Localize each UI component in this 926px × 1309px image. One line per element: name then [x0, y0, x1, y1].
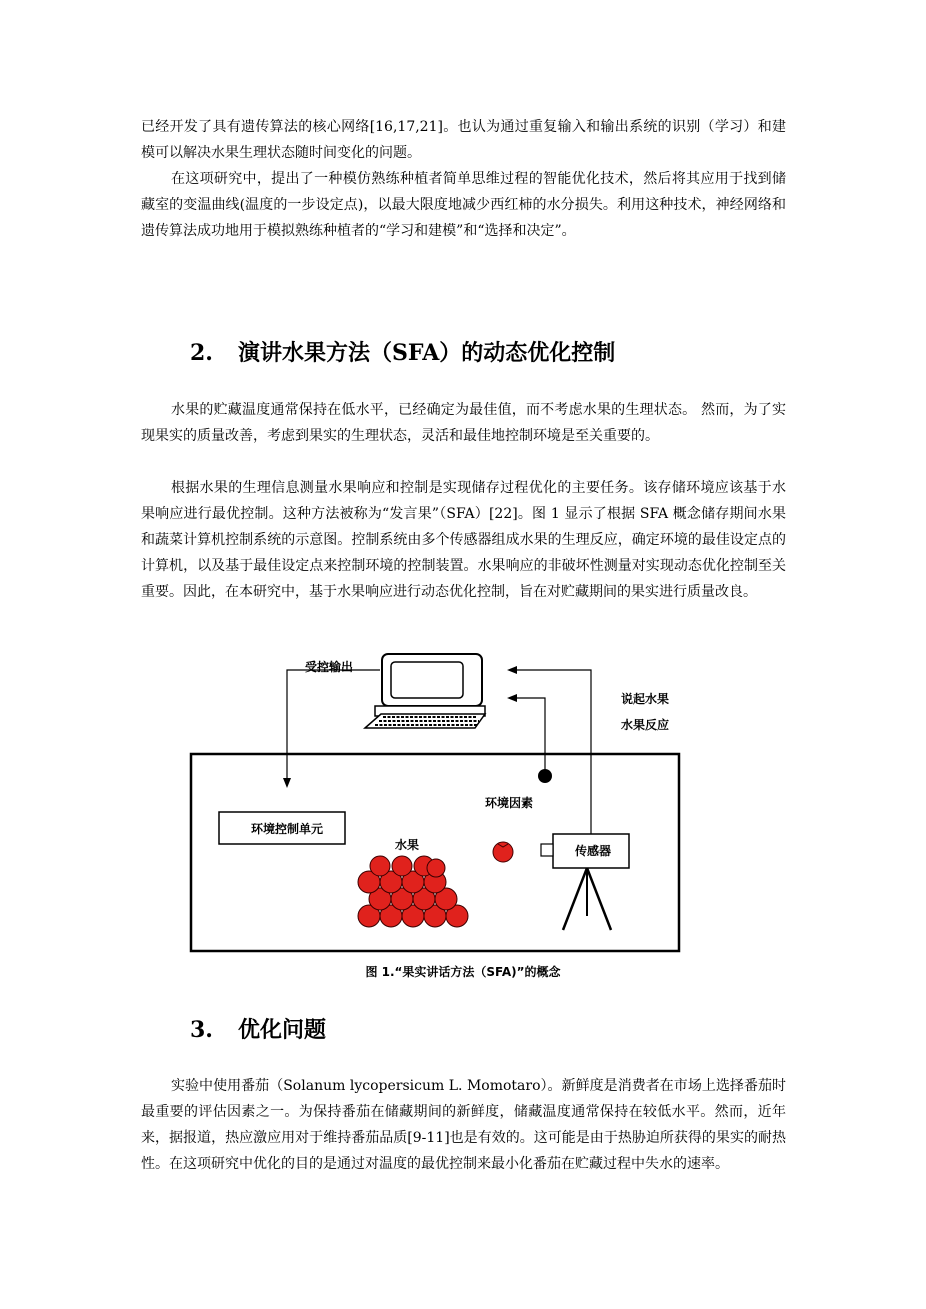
environment-factor-arrow: [507, 694, 552, 783]
label-controlled-output: 受控输出: [305, 660, 354, 674]
intro-paragraph-2: 在这项研究中，提出了一种模仿熟练种植者简单思维过程的智能优化技术，然后将其应用于找到储藏室的变温曲线(温度的一步设定点)，以最大限度地减少西红柿的水分损失。利用这种技术，神经网络和遗传算法成功地用于模拟熟练种植者的“学习和建模”和“选择和决定”。: [141, 171, 786, 239]
controlled-output-arrow: [283, 670, 380, 788]
section-2-paragraph-1: 水果的贮藏温度通常保持在低水平，已经确定为最佳值，而不考虑水果的生理状态。 然而，为了实现果实的质量改善，考虑到果实的生理状态，灵活和最佳地控制环境是至关重要的。: [141, 402, 786, 444]
label-fruit: 水果: [395, 838, 420, 852]
section-3-paragraph-1: 实验中使用番茄（Solanum lycopersicum L. Momotaro）。新鲜度是消费者在市场上选择番茄时最重要的评估因素之一。为保持番茄在储藏期间的新鲜度，储藏温度通常保持在较低水平。然而，近年来，据报道，热应激应用对于维持番茄品质[9-11]也是有效的。这可能是由于热胁迫所获得的果实的耐热性。在这项研究中优化的目的是通过对温度的最优控制来最小化番茄在贮藏过程中失水的速率。: [141, 1078, 786, 1172]
figure-1-sfa-diagram: [185, 650, 685, 960]
label-env-control-unit: 环境控制单元: [251, 822, 324, 836]
section-2-heading: [190, 338, 615, 368]
section-3-number: 3.: [190, 1017, 213, 1043]
section-2-number: 2.: [190, 340, 213, 366]
environment-probe: [538, 769, 552, 783]
label-speaking-fruit: 说起水果: [621, 692, 670, 706]
label-sensor: 传感器: [575, 844, 612, 858]
single-tomato: [493, 842, 513, 862]
intro-paragraph-1: 已经开发了具有遗传算法的核心网络[16,17,21]。也认为通过重复输入和输出系统的识别（学习）和建模可以解决水果生理状态随时间变化的问题。: [141, 119, 786, 161]
tomato-pile: [358, 856, 468, 927]
section-2-paragraph-2: 根据水果的生理信息测量水果响应和控制是实现储存过程优化的主要任务。该存储环境应该基于水果响应进行最优控制。这种方法被称为“发言果”（SFA）[22]。图 1 显示了根据 SFA 概念储存期间水果和蔬菜计算机控制系统的示意图。控制系统由多个传感器组成水果的生理反应，确定环境的最佳设定点的计算机，以及基于最佳设定点来控制环境的控制装置。水果响应的非破坏性测量对实现动态优化控制至关重要。因此，在本研究中，基于水果响应进行动态优化控制，旨在对贮藏期间的果实进行质量改良。: [141, 480, 786, 600]
figure-1-caption: 图 1.“果实讲话方法（SFA)”的概念: [365, 965, 561, 979]
label-fruit-response: 水果反应: [621, 718, 670, 732]
section-3-heading: [190, 1015, 326, 1045]
label-environment-factors: 环境因素: [485, 796, 534, 810]
figure-1-graphic: [185, 650, 685, 960]
section-2-title: 演讲水果方法（SFA）的动态优化控制: [238, 340, 616, 366]
section-3-title: 优化问题: [238, 1017, 327, 1043]
computer-icon: [365, 654, 485, 728]
